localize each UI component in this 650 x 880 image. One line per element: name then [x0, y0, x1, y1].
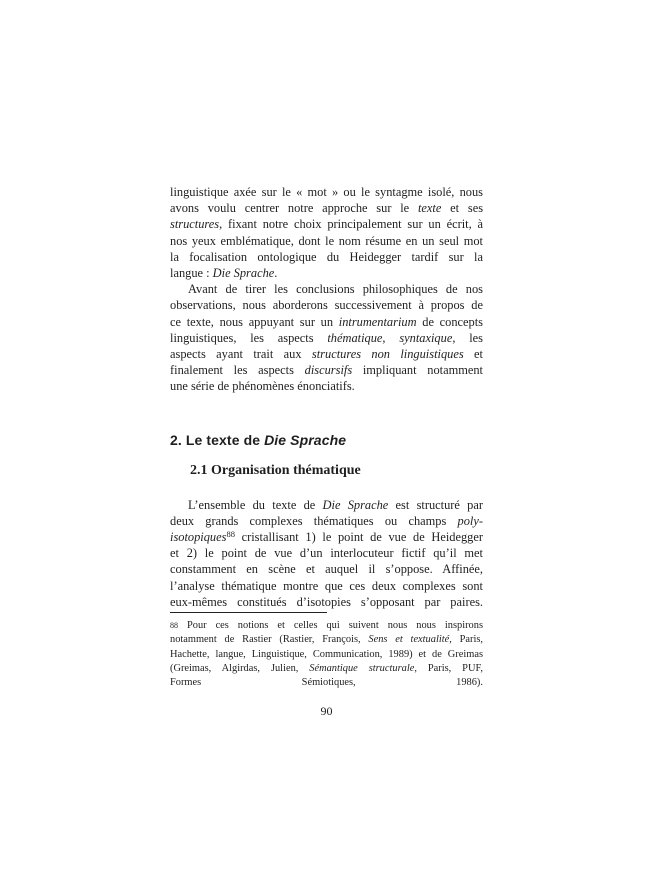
text-line — [170, 648, 483, 662]
text-run: , — [382, 330, 400, 345]
text-run: et 2) le point de vue d’un interlocuteur fictif qu’il met — [170, 546, 483, 561]
text-line — [170, 330, 483, 346]
text-line — [170, 578, 483, 594]
text-line — [170, 594, 483, 610]
text-run: linguistique axée sur le « mot » ou le syntagme isolé, nous — [170, 185, 483, 199]
text-run: (Greimas, Algirdas, Julien, — [170, 662, 310, 674]
text-run: . — [274, 266, 278, 281]
text-run: observations, nous aborderons successivement à propos de — [170, 298, 483, 313]
footnote-separator-rule — [170, 612, 327, 613]
text-run: nos yeux emblématique, dont le nom résume en un seul mot — [170, 233, 483, 248]
subsection-heading: 2.1 Organisation thématique — [190, 462, 361, 478]
text-run: et — [463, 347, 483, 362]
text-run: ce texte, nous appuyant sur un — [170, 314, 339, 329]
text-run: avons voulu centrer notre approche sur le — [170, 201, 418, 216]
text-line — [170, 314, 483, 330]
text-run: aspects ayant trait aux — [170, 347, 312, 362]
text-run: Formes Sémiotiques, 1986). — [170, 677, 483, 689]
text-run: Avant de tirer les conclusions philosophiques de nos — [188, 282, 483, 297]
text-run: Sémantique structurale — [309, 662, 415, 674]
text-run: de concepts — [416, 314, 483, 329]
text-line — [170, 184, 483, 200]
text-line — [170, 281, 483, 297]
footnote — [170, 619, 483, 690]
text-line — [170, 265, 483, 281]
footnote-marker: 88 — [170, 621, 178, 631]
paragraph — [170, 184, 483, 281]
text-run: et ses — [441, 201, 484, 216]
text-run: Sens et textualité — [368, 634, 450, 646]
text-run: , fixant notre choix principalement sur un écrit, à — [219, 217, 483, 232]
text-line — [170, 662, 483, 676]
text-line — [170, 513, 483, 529]
text-run: Pour ces notions et celles qui suivent nous nous inspirons — [178, 620, 483, 632]
text-run: cristallisant 1) le point de vue de Heidegger — [234, 530, 483, 545]
body-paragraphs-top — [170, 184, 483, 395]
text-run: notamment de Rastier (Rastier, François, — [170, 634, 369, 646]
text-block — [170, 184, 483, 718]
text-run: langue : — [170, 266, 213, 281]
text-line — [170, 497, 483, 513]
text-run: L’ensemble du texte de — [188, 497, 323, 512]
text-run: impliquant notamment — [352, 363, 483, 378]
text-run: Die Sprache — [212, 266, 275, 281]
text-run: poly- — [457, 513, 483, 528]
text-run: discursifs — [304, 363, 353, 378]
text-line — [170, 346, 483, 362]
text-line — [170, 233, 483, 249]
text-line — [170, 676, 483, 690]
text-run: la focalisation ontologique du Heidegger tardif sur la — [170, 249, 483, 264]
text-run: Die Sprache — [264, 431, 347, 448]
text-line — [170, 633, 483, 647]
text-run: Hachette, langue, Linguistique, Communication, 1989) et de Greimas — [170, 648, 483, 660]
text-run: texte — [417, 201, 442, 216]
text-run: thématique — [327, 330, 383, 345]
text-run: deux grands complexes thématiques ou champs — [170, 513, 458, 528]
text-run: syntaxique — [399, 330, 453, 345]
paragraph — [170, 281, 483, 394]
footnote-reference: 88 — [226, 529, 235, 540]
section-heading — [170, 432, 483, 449]
text-run: est structuré par — [388, 497, 483, 512]
text-line — [170, 619, 483, 633]
text-run: l’analyse thématique montre que ces deux complexes sont — [170, 578, 483, 593]
paragraph — [170, 497, 483, 610]
text-run: structures non linguistiques — [311, 347, 464, 362]
text-run: constamment en scène et auquel il s’oppose. Affinée, — [170, 562, 483, 577]
text-run: structures — [170, 217, 220, 232]
text-run: , les — [452, 330, 483, 345]
text-line — [170, 362, 483, 378]
page-number: 90 — [320, 703, 333, 718]
text-run: eux-mêmes constitués d’isotopies s’opposant par paires. — [170, 594, 483, 609]
text-line — [170, 249, 483, 265]
text-run: , Paris, — [449, 634, 483, 646]
text-line — [170, 216, 483, 232]
text-run: une série de phénomènes énonciatifs. — [170, 379, 355, 394]
text-run: linguistiques, les aspects — [170, 330, 328, 345]
text-line — [170, 545, 483, 561]
text-line — [170, 561, 483, 577]
text-run: intrumentarium — [338, 314, 417, 329]
text-line — [170, 297, 483, 313]
text-line — [170, 378, 483, 394]
text-run: 2. Le texte de — [170, 431, 265, 448]
text-line — [170, 529, 483, 545]
text-run: isotopiques — [170, 530, 227, 545]
text-run: , Paris, PUF, — [414, 662, 483, 674]
text-run: Die Sprache — [322, 497, 389, 512]
text-run: finalement les aspects — [170, 363, 305, 378]
text-line — [170, 200, 483, 216]
body-paragraphs-section — [170, 497, 483, 610]
